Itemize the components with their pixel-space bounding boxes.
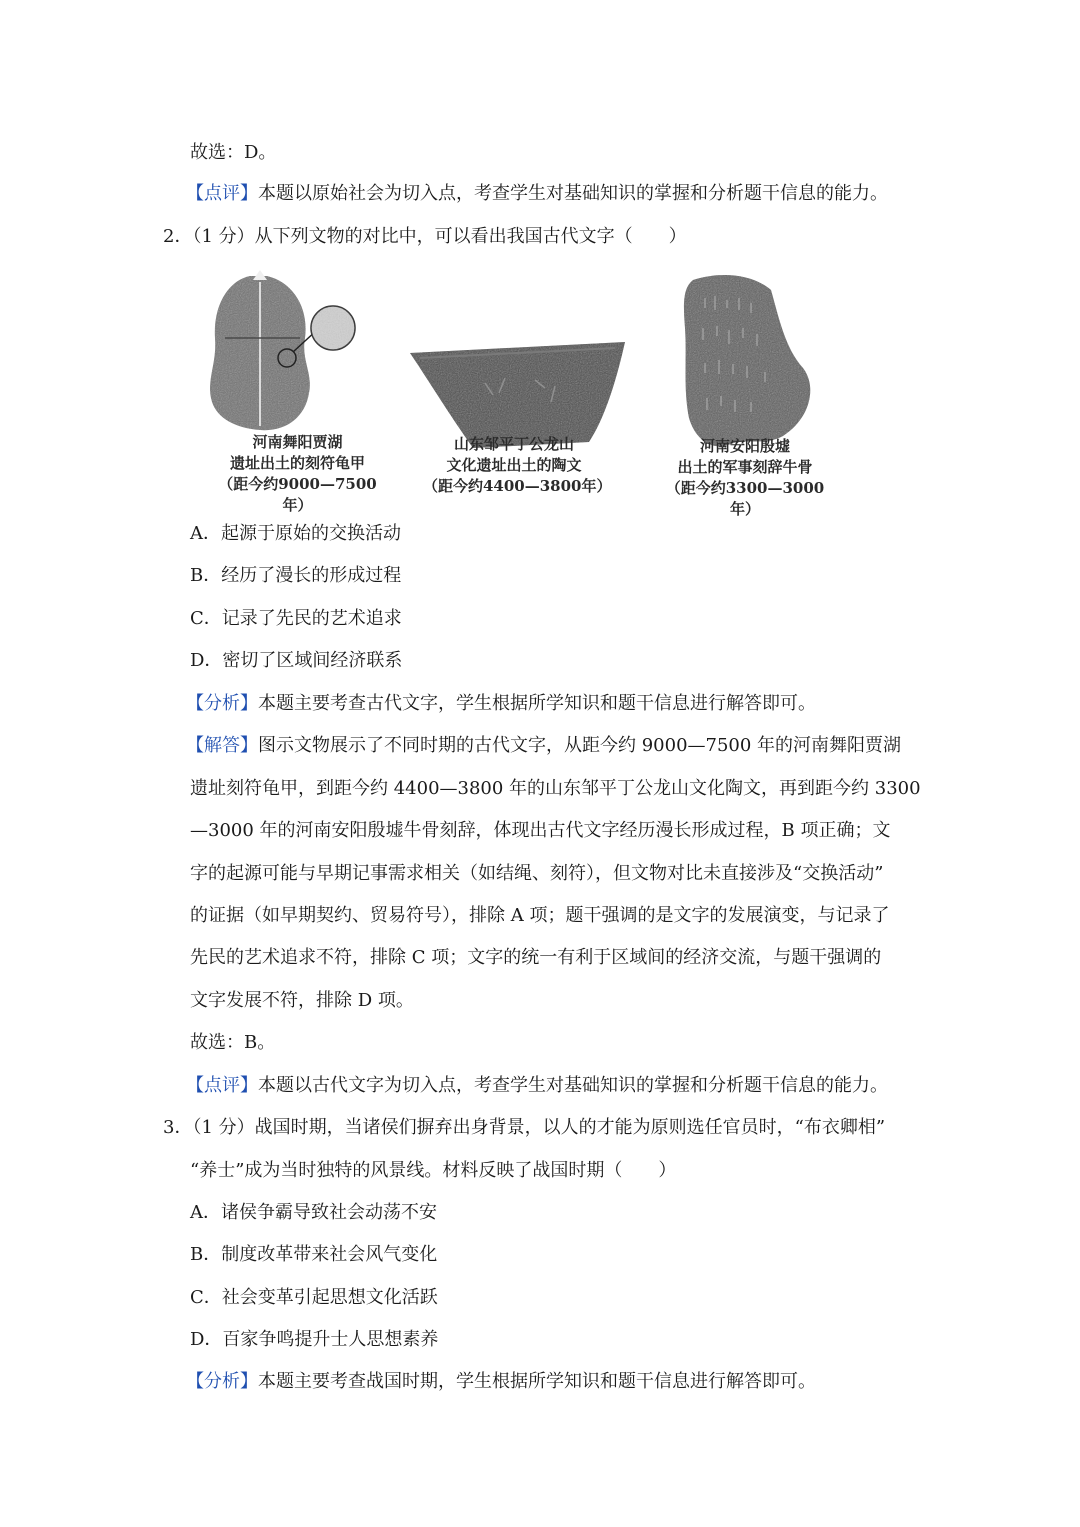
comment-tag: 【点评】 — [186, 183, 258, 204]
artifact-caption-1: 河南舞阳贾湖 遗址出土的刻符龟甲 （距今约9000—7500年） — [218, 433, 377, 514]
q2-answer-line-3: —3000 年的河南安阳殷墟牛骨刻辞，体现出古代文字经历漫长形成过程，B 项正确；文 — [190, 820, 891, 841]
q2-answer-line-6: 先民的艺术追求不符，排除 C 项；文字的统一有利于区域间的经济交流，与题干强调的 — [190, 947, 882, 968]
q3-stem-line-1: 3．（1 分）战国时期，当诸侯们摒弃出身背景，以人的才能为原则选任官员时，“布衣卿相” — [163, 1117, 886, 1138]
comment-tag: 【点评】 — [186, 1075, 258, 1096]
comment-text: 本题以古代文字为切入点，考查学生对基础知识的掌握和分析题干信息的能力。 — [258, 1075, 888, 1096]
ox-bone-image — [684, 275, 810, 446]
tortoise-shell-image — [210, 270, 355, 430]
q2-answer-line-7: 文字发展不符，排除 D 项。 — [190, 990, 414, 1011]
analysis-text: 本题主要考查古代文字，学生根据所学知识和题干信息进行解答即可。 — [258, 693, 816, 714]
q1-comment — [186, 182, 888, 206]
artifact-figure — [205, 268, 850, 518]
q3-option-b: B．制度改革带来社会风气变化 — [190, 1244, 438, 1265]
q3-option-c: C．社会变革引起思想文化活跃 — [190, 1287, 438, 1308]
q3-analysis — [186, 1370, 816, 1394]
q2-option-a: A．起源于原始的交换活动 — [190, 523, 401, 544]
answer-tag: 【解答】 — [186, 735, 258, 756]
q2-answer-line-4: 字的起源可能与早期记事需求相关（如结绳、刻符），但文物对比未直接涉及“交换活动” — [190, 863, 884, 884]
artifact-caption-3: 河南安阳殷墟 出土的军事刻辞牛骨 （距今约3300—3000年） — [665, 437, 825, 518]
q3-option-d: D．百家争鸣提升士人思想素养 — [190, 1329, 439, 1350]
q3-stem-line-2: “养士”成为当时独特的风景线。材料反映了战国时期（ ） — [190, 1160, 677, 1181]
q2-option-d: D．密切了区域间经济联系 — [190, 650, 403, 671]
q2-choice: 故选：B。 — [190, 1032, 276, 1053]
q1-choice: 故选：D。 — [190, 142, 277, 163]
q2-stem: 2．（1 分）从下列文物的对比中，可以看出我国古代文字（ ） — [163, 226, 687, 247]
q2-answer-line-1: 【解答】图示文物展示了不同时期的古代文字，从距今约 9000—7500 年的河南舞阳贾湖 — [186, 735, 902, 756]
q3-option-a: A．诸侯争霸导致社会动荡不安 — [190, 1202, 437, 1223]
q2-answer-line-2: 遗址刻符龟甲，到距今约 4400—3800 年的山东邹平丁公龙山文化陶文，再到距今约 3300 — [190, 778, 921, 799]
analysis-tag: 【分析】 — [186, 693, 258, 714]
q2-comment — [186, 1074, 888, 1098]
comment-text: 本题以原始社会为切入点，考查学生对基础知识的掌握和分析题干信息的能力。 — [258, 183, 888, 204]
q2-option-c: C．记录了先民的艺术追求 — [190, 608, 402, 629]
q2-option-b: B．经历了漫长的形成过程 — [190, 565, 402, 586]
q2-analysis — [186, 692, 816, 716]
analysis-tag: 【分析】 — [186, 1371, 258, 1392]
artifact-caption-2: 山东邹平丁公龙山 文化遗址出土的陶文 （距今约4400—3800年） — [423, 435, 612, 495]
analysis-text: 本题主要考查战国时期，学生根据所学知识和题干信息进行解答即可。 — [258, 1371, 816, 1392]
q2-answer-line-5: 的证据（如早期契约、贸易符号），排除 A 项；题干强调的是文字的发展演变，与记录了 — [190, 905, 890, 926]
pottery-shard-image — [410, 342, 625, 448]
